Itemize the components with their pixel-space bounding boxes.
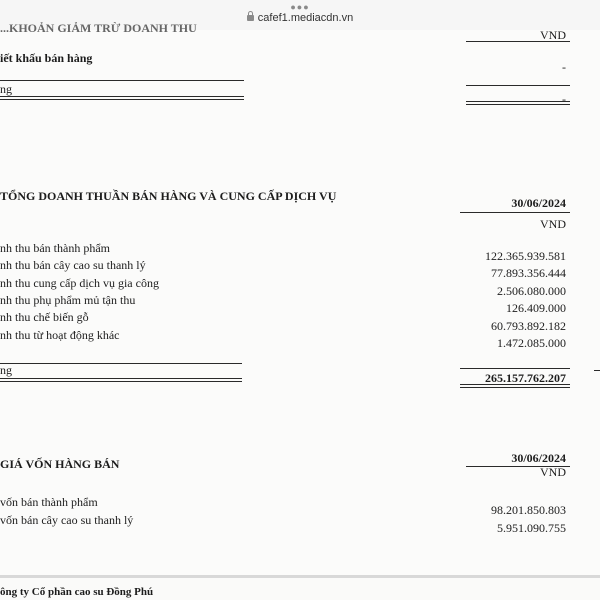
- rule: [460, 384, 570, 385]
- revenue-row-value: 77.893.356.444: [491, 266, 566, 280]
- cogs-section-title: GIÁ VỐN HÀNG BÁN: [0, 457, 120, 471]
- url-text: cafef1.mediacdn.vn: [257, 12, 354, 24]
- revenue-row-value: 60.793.892.182: [491, 319, 566, 333]
- rule: [466, 104, 570, 105]
- revenue-row-value: 2.506.080.000: [497, 284, 566, 298]
- more-options-icon[interactable]: ●●●: [290, 2, 310, 12]
- rule: [466, 41, 570, 42]
- rule: [460, 368, 570, 369]
- next-page: [0, 578, 600, 600]
- top-currency: VND: [540, 28, 566, 42]
- cogs-date: 30/06/2024: [511, 451, 566, 465]
- deduction-total-value: -: [562, 92, 566, 106]
- cogs-currency: VND: [540, 465, 566, 479]
- discount-label: iết khấu bán hàng: [0, 51, 93, 65]
- deduction-total-label: ng: [0, 82, 12, 96]
- revenue-row-label: nh thu phụ phẩm mủ tận thu: [0, 293, 136, 307]
- rule: [0, 378, 242, 379]
- rule: [466, 85, 570, 86]
- cogs-row-label: vốn bán cây cao su thanh lý: [0, 513, 134, 527]
- rule: [460, 387, 570, 388]
- revenue-row-label: nh thu chế biến gỗ: [0, 310, 89, 324]
- cogs-row-value: 5.951.090.755: [497, 521, 566, 535]
- rule: [466, 101, 570, 102]
- revenue-row-label: nh thu bán cây cao su thanh lý: [0, 258, 146, 272]
- revenue-total-value: 265.157.762.207: [485, 371, 566, 385]
- cogs-row-value: 98.201.850.803: [491, 503, 566, 517]
- rule: [460, 212, 570, 213]
- cogs-row-label: vốn bán thành phẩm: [0, 495, 98, 509]
- rule: [0, 96, 244, 97]
- revenue-section-title: TỔNG DOANH THUẦN BÁN HÀNG VÀ CUNG CẤP DỊCH VỤ: [0, 189, 337, 203]
- revenue-row-value: 126.409.000: [506, 301, 566, 315]
- document-page: [0, 21, 600, 575]
- company-name: ông ty Cổ phần cao su Đồng Phú: [0, 586, 154, 598]
- revenue-row-label: nh thu từ hoạt động khác: [0, 328, 120, 342]
- rule: [0, 381, 242, 382]
- revenue-row-label: nh thu cung cấp dịch vụ gia công: [0, 276, 159, 290]
- lock-icon: [247, 15, 254, 21]
- cut-heading: ...KHOẢN GIẢM TRỪ DOANH THU: [0, 21, 197, 35]
- rule: [594, 370, 600, 371]
- rule: [0, 99, 244, 100]
- revenue-currency: VND: [540, 217, 566, 231]
- revenue-row-value: 122.365.939.581: [485, 249, 566, 263]
- rule: [0, 363, 242, 364]
- rule: [0, 80, 244, 81]
- revenue-row-value: 1.472.085.000: [497, 336, 566, 350]
- revenue-total-label: ng: [0, 363, 12, 377]
- revenue-date: 30/06/2024: [511, 196, 566, 210]
- revenue-row-label: nh thu bán thành phẩm: [0, 241, 110, 255]
- discount-value: -: [562, 60, 566, 74]
